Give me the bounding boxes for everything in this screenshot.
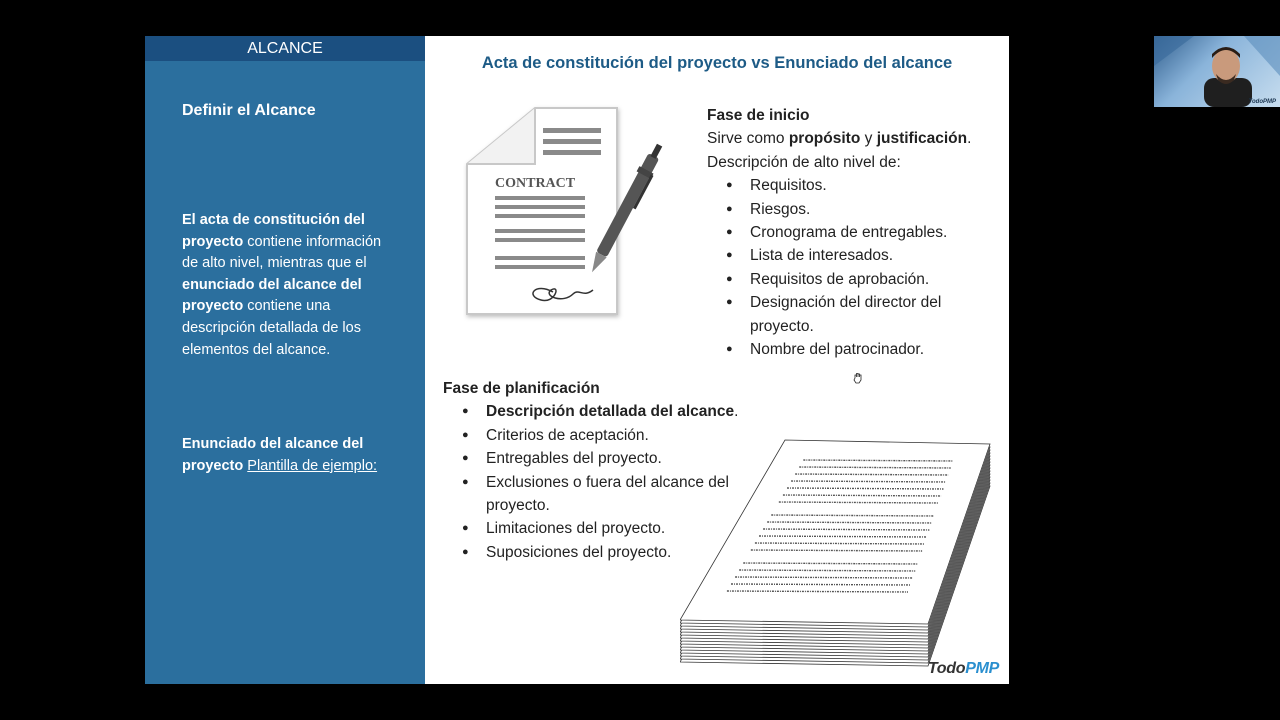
logo-todo: Todo (927, 660, 966, 677)
justification-bold: justificación (876, 130, 968, 148)
contract-illustration (463, 104, 663, 326)
purpose-mid: y (860, 130, 877, 148)
charter-text-2: contiene una descripción detallada de los elementos del alcance. (182, 298, 361, 358)
purpose-prefix: Sirve como (707, 130, 789, 148)
init-items-list (707, 174, 997, 361)
list-item: ● Exclusiones o fuera del alcance del proyecto. (486, 471, 763, 518)
slide-title: Acta de constitución del proyecto vs Enunciado del alcance (481, 54, 953, 72)
list-item: ● Requisitos de aprobación. (750, 268, 997, 291)
list-item: ● Nombre del patrocinador. (750, 338, 997, 361)
plan-first-item-suffix: . (734, 403, 739, 421)
contract-label: CONTRACT (495, 176, 576, 191)
stack-text-line (735, 577, 913, 578)
sidebar-title: ALCANCE (145, 36, 425, 61)
webcam-video (1154, 36, 1280, 107)
charter-bold-2: enunciado del alcance del proyecto (182, 276, 362, 315)
presenter-video-icon (1154, 36, 1280, 107)
list-item: ● Criterios de aceptación. (486, 424, 763, 447)
charter-description (182, 210, 387, 361)
webcam-brand: TodoPMP (1248, 99, 1276, 105)
init-desc: Descripción de alto nivel de: (707, 153, 901, 171)
todopmp-logo (928, 660, 999, 678)
list-item: ● Lista de interesados. (750, 244, 997, 267)
logo-pmp: PMP (965, 660, 999, 677)
sidebar-panel (145, 36, 425, 684)
charter-text-1: contiene información de alto nivel, mientras que el (182, 233, 382, 272)
hand-cursor-icon (852, 372, 864, 384)
init-phase-heading: Fase de inicio (707, 107, 810, 124)
charter-bold-1: El acta de constitución del proyecto (182, 212, 365, 250)
scope-statement-note (182, 434, 387, 477)
purpose-bold: propósito (788, 130, 861, 148)
template-example-link[interactable]: Plantilla de ejemplo: (247, 457, 378, 474)
init-phase-section (707, 104, 997, 361)
plan-first-item-bold: Descripción detallada del alcance (486, 403, 735, 421)
purpose-suffix: . (967, 130, 972, 148)
plan-phase-heading: Fase de planificación (443, 380, 600, 397)
list-item: ● Cronograma de entregables. (750, 221, 997, 244)
list-item: ● Entregables del proyecto. (486, 447, 763, 470)
statement-bold: Enunciado del alcance del proyecto (182, 436, 364, 474)
document-stack-illustration (680, 438, 992, 678)
list-item: ● Limitaciones del proyecto. (486, 517, 763, 540)
slide (145, 36, 1009, 684)
init-purpose-line (707, 127, 997, 150)
list-item: ● Requisitos. (750, 174, 997, 197)
stack-text-line (751, 550, 922, 551)
list-item: ● Suposiciones del proyecto. (486, 541, 763, 564)
list-item: ● Riesgos. (750, 198, 997, 221)
list-item (486, 400, 763, 423)
define-scope-heading: Definir el Alcance (182, 102, 316, 119)
list-item: ● Designación del director del proyecto. (750, 291, 997, 338)
